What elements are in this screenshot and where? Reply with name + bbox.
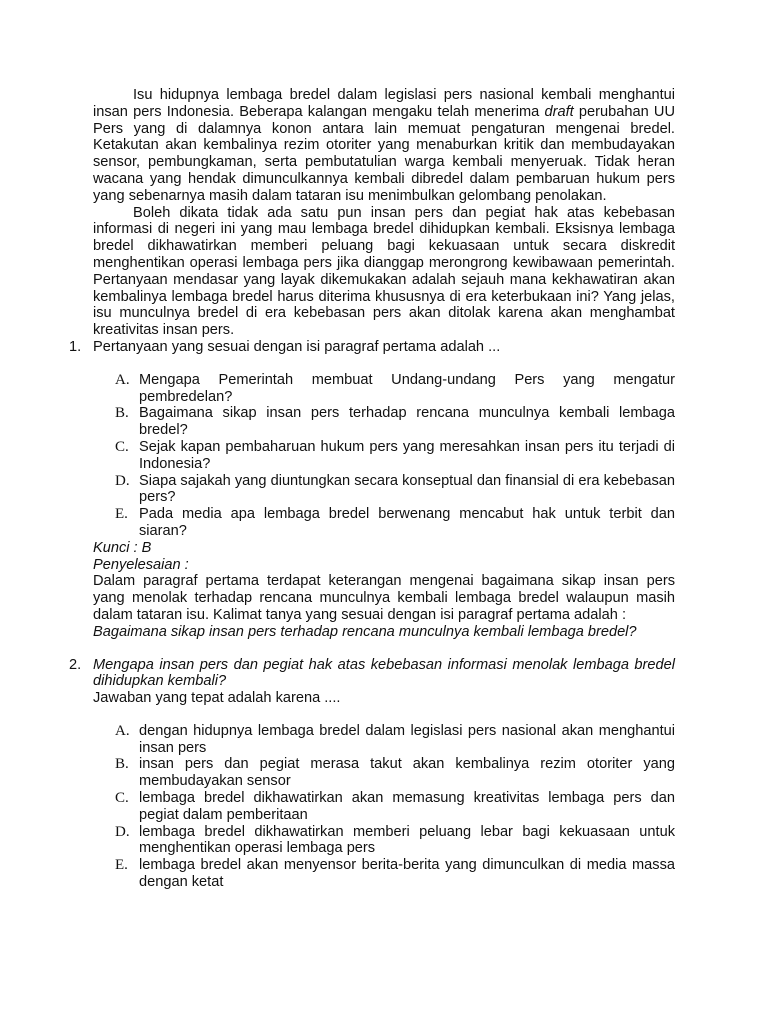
option-letter: D. xyxy=(115,472,130,489)
option-text: Sejak kapan pembaharuan hukum pers yang meresahkan insan pers itu terjadi di Indonesia? xyxy=(139,438,675,472)
option-text: lembaga bredel dikhawatirkan akan memasung kreativitas lembaga pers dan pegiat dalam pemberitaan xyxy=(139,790,675,823)
document-body xyxy=(69,87,675,891)
passage-paragraph-2: Boleh dikata tidak ada satu pun insan pers dan pegiat hak atas kebebasan informasi di negeri ini yang mau lembaga bredel dihidupkan kembali. Eksisnya lembaga bredel dikhawatirkan memberi peluang bagi kekuasaan untuk secara diskredit menghentikan operasi lembaga pers jika dianggap merongrong kewibawaan pemerintah. Pertanyaan mendasar yang layak dikemukakan adalah sejauh mana kekhawatiran akan kembalinya lembaga bredel harus diterima khususnya di era keterbukaan ini? Yang jelas, isu munculnya bredel di era kebebasan pers akan ditolak karena akan menghambat kreativitas insan pers. xyxy=(93,204,675,339)
option-letter: E. xyxy=(115,857,128,874)
option-letter: E. xyxy=(115,506,128,523)
question-1-options xyxy=(115,371,675,540)
option-letter: B. xyxy=(115,756,129,773)
option-text: lembaga bredel akan menyensor berita-berita yang dimunculkan di media massa dengan ketat xyxy=(139,857,675,891)
passage-p1-text: Isu hidupnya lembaga bredel dalam legislasi pers nasional kembali menghantui insan pers Indonesia. Beberapa kalangan mengaku telah menerima xyxy=(93,87,675,120)
option-text: Bagaimana sikap insan pers terhadap rencana munculnya kembali lembaga bredel? xyxy=(139,405,675,439)
option-text: Siapa sajakah yang diuntungkan secara konseptual dan finansial di era kebebasan pers? xyxy=(139,472,675,506)
q1-solution-answer: Bagaimana sikap insan pers terhadap rencana munculnya kembali lembaga bredel? xyxy=(93,623,637,640)
passage-paragraph-1 xyxy=(93,87,675,205)
passage-p1-text-rest: perubahan UU Pers yang di dalamnya konon antara lain memuat pengaturan mengenai bredel. Ketakutan akan kembalinya rezim otoriter yang menaburkan kritik dan membudayakan sensor, pembungkaman, serta pembutatulian warga kembali menyeruak. Tidak heran wacana yang hendak dimunculkannya kembali dibredel dalam pembaruan hukum pers yang sebenarnya masih dalam tataran isu menimbulkan gelombang penolakan. xyxy=(93,103,675,204)
passage-p1-italic: draft xyxy=(544,103,574,120)
option-text: lembaga bredel dikhawatirkan memberi peluang lebar bagi kekuasaan untuk menghentikan operasi lembaga pers xyxy=(139,823,675,857)
question-2-options xyxy=(115,722,675,891)
q2-option-a[interactable] xyxy=(115,722,675,757)
q1-answer-key: Kunci : B xyxy=(93,539,152,556)
option-letter: C. xyxy=(115,790,129,807)
question-1-text: Pertanyaan yang sesuai dengan isi paragraf pertama adalah ... xyxy=(93,338,501,355)
q1-solution-label: Penyelesaian : xyxy=(93,556,189,573)
q1-solution-text: Dalam paragraf pertama terdapat keterangan mengenai bagaimana sikap insan pers yang menolak terhadap rencana munculnya kembali lembaga bredel walaupun masih dalam tataran isu. Kalimat tanya yang sesuai dengan isi paragraf pertama adalah : xyxy=(93,573,675,623)
question-2 xyxy=(69,656,675,707)
option-text: Pada media apa lembaga bredel berwenang mencabut hak untuk terbit dan siaran? xyxy=(139,506,675,539)
q1-option-c[interactable] xyxy=(115,438,675,473)
option-text: Mengapa Pemerintah membuat Undang-undang Pers yang mengatur pembredelan? xyxy=(139,371,675,405)
q2-option-b[interactable] xyxy=(115,756,675,790)
q1-option-a[interactable] xyxy=(115,371,675,406)
q1-option-e[interactable] xyxy=(115,506,675,540)
option-letter: D. xyxy=(115,823,130,840)
option-letter: A. xyxy=(115,371,130,388)
q2-option-e[interactable] xyxy=(115,857,675,891)
option-text: dengan hidupnya lembaga bredel dalam legislasi pers nasional akan menghantui insan pers xyxy=(139,722,675,756)
q1-option-d[interactable] xyxy=(115,472,675,507)
option-letter: B. xyxy=(115,405,129,422)
option-letter: A. xyxy=(115,722,130,739)
question-1 xyxy=(69,338,675,356)
question-2-subtext: Jawaban yang tepat adalah karena .... xyxy=(93,690,341,707)
option-text: insan pers dan pegiat merasa takut akan kembalinya rezim otoriter yang membudayakan sensor xyxy=(139,756,675,790)
q2-option-c[interactable] xyxy=(115,790,675,824)
question-2-text: Mengapa insan pers dan pegiat hak atas kebebasan informasi menolak lembaga bredel dihidupkan kembali? xyxy=(93,656,675,690)
q1-option-b[interactable] xyxy=(115,405,675,439)
q2-option-d[interactable] xyxy=(115,823,675,858)
option-letter: C. xyxy=(115,438,129,455)
question-1-number: 1. xyxy=(69,338,82,355)
question-2-number: 2. xyxy=(69,656,82,673)
